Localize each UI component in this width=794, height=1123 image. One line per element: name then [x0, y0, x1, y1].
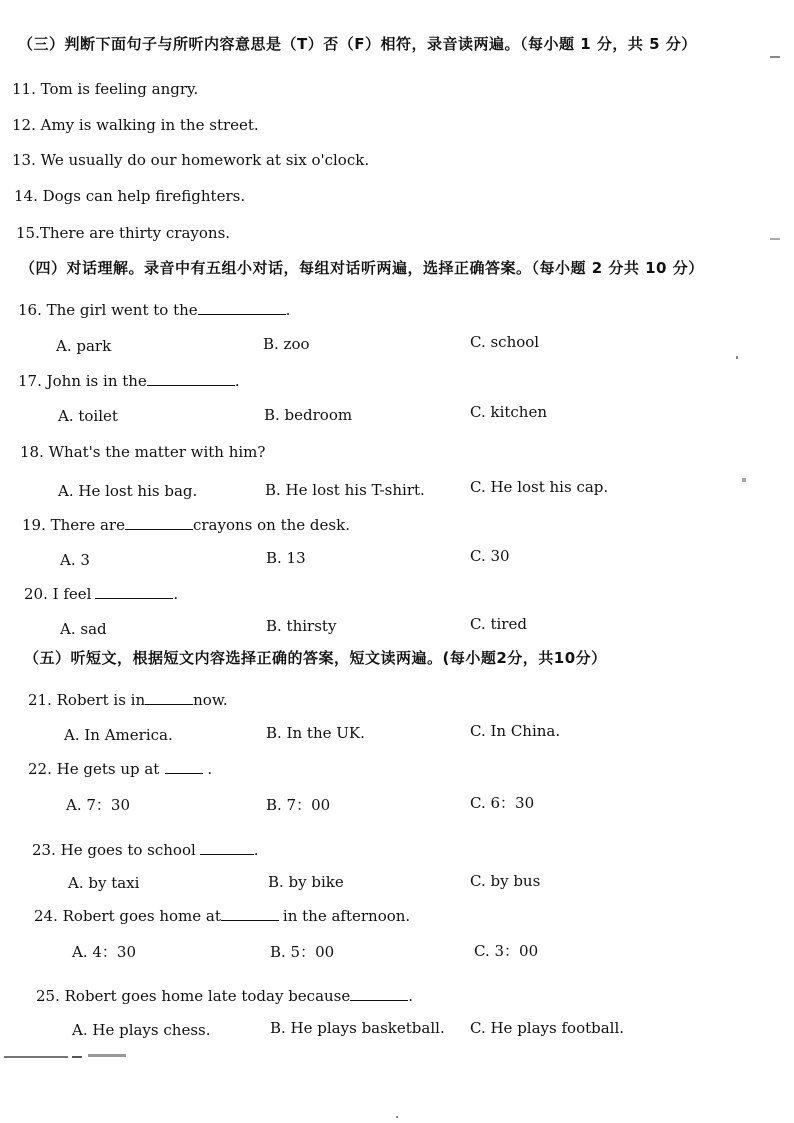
question-23-end: .: [253, 841, 259, 859]
scan-artifact: [4, 1056, 68, 1058]
question-17-text: 17. John is in the: [18, 372, 147, 390]
scan-artifact: [736, 356, 738, 359]
question-21-option-b: B. In the UK.: [266, 724, 365, 742]
question-20: [24, 584, 178, 604]
answer-blank[interactable]: [165, 759, 203, 774]
question-19-end: crayons on the desk.: [192, 516, 350, 534]
answer-blank[interactable]: [198, 300, 286, 315]
question-23-option-c: C. by bus: [470, 872, 541, 890]
question-18: 18. What's the matter with him?: [20, 443, 266, 461]
question-22-option-a: A. 7：30: [66, 796, 130, 814]
answer-blank[interactable]: [200, 840, 254, 855]
question-25-option-b: B. He plays basketball.: [270, 1019, 445, 1037]
answer-blank[interactable]: [145, 690, 193, 705]
section-3-heading: （三）判断下面句子与所听内容意思是（T）否（F）相符，录音读两遍。（每小题 1 分，共 5 分）: [18, 35, 697, 53]
question-16-option-a: A. park: [56, 337, 112, 355]
question-24-option-b: B. 5：00: [270, 943, 335, 961]
question-17-end: .: [234, 372, 240, 390]
question-18-option-b: B. He lost his T-shirt.: [265, 481, 425, 499]
question-24-option-a: A. 4：30: [72, 943, 136, 961]
question-12: 12. Amy is walking in the street.: [12, 116, 259, 134]
question-19: [22, 515, 350, 535]
answer-blank[interactable]: [95, 584, 173, 599]
question-22-end: .: [207, 760, 213, 778]
question-23-option-a: A. by taxi: [68, 874, 140, 892]
question-14: 14. Dogs can help firefighters.: [14, 187, 246, 205]
question-17-option-a: A. toilet: [58, 407, 118, 425]
question-19-option-c: C. 30: [470, 547, 510, 565]
question-17-option-b: B. bedroom: [264, 406, 353, 424]
question-25-end: .: [408, 987, 414, 1005]
question-21: [28, 690, 228, 710]
section-4-heading: （四）对话理解。录音中有五组小对话，每组对话听两遍，选择正确答案。（每小题 2 分共 10 分）: [20, 259, 704, 277]
scan-artifact: [770, 238, 780, 240]
answer-blank[interactable]: [125, 515, 193, 530]
scan-artifact: [396, 1116, 398, 1118]
question-20-end: .: [173, 585, 179, 603]
question-21-option-a: A. In America.: [64, 726, 173, 744]
scan-artifact: [742, 478, 746, 482]
question-23-option-b: B. by bike: [268, 873, 344, 891]
question-21-text: 21. Robert is in: [28, 691, 146, 709]
question-22-option-b: B. 7：00: [266, 796, 331, 814]
question-25-option-c: C. He plays football.: [470, 1019, 625, 1037]
question-19-text: 19. There are: [22, 516, 125, 534]
question-20-option-a: A. sad: [60, 620, 107, 638]
answer-blank[interactable]: [221, 906, 279, 921]
question-18-option-c: C. He lost his cap.: [470, 478, 609, 496]
question-17: [18, 371, 240, 391]
scan-artifact: [770, 56, 780, 58]
question-17-option-c: C. kitchen: [470, 403, 547, 421]
question-16: [18, 300, 290, 320]
question-24-option-c: C. 3：00: [474, 942, 539, 960]
question-24-end: in the afternoon.: [282, 907, 411, 925]
question-25-option-a: A. He plays chess.: [72, 1021, 211, 1039]
question-25-text: 25. Robert goes home late today because: [36, 987, 351, 1005]
question-22-text: 22. He gets up at: [28, 760, 160, 778]
question-15: 15.There are thirty crayons.: [16, 224, 231, 242]
question-20-option-c: C. tired: [470, 615, 527, 633]
question-23: [32, 840, 259, 860]
question-23-text: 23. He goes to school: [32, 841, 196, 859]
question-16-end: .: [285, 301, 291, 319]
question-24: [34, 906, 410, 926]
question-20-option-b: B. thirsty: [266, 617, 337, 635]
question-21-option-c: C. In China.: [470, 722, 561, 740]
answer-blank[interactable]: [147, 371, 235, 386]
answer-blank[interactable]: [350, 986, 408, 1001]
question-19-option-b: B. 13: [266, 549, 306, 567]
question-22-option-c: C. 6：30: [470, 794, 535, 812]
question-19-option-a: A. 3: [60, 551, 90, 569]
scan-artifact: [72, 1056, 82, 1058]
question-22: [28, 759, 212, 779]
section-5-heading: （五）听短文，根据短文内容选择正确的答案，短文读两遍。(每小题2分，共10分）: [24, 649, 607, 667]
question-18-option-a: A. He lost his bag.: [58, 482, 198, 500]
question-16-text: 16. The girl went to the: [18, 301, 198, 319]
scan-artifact: [88, 1054, 126, 1057]
question-21-end: now.: [193, 691, 228, 709]
question-25: [36, 986, 413, 1006]
question-11: 11. Tom is feeling angry.: [12, 80, 199, 98]
question-20-text: 20. I feel: [24, 585, 92, 603]
question-13: 13. We usually do our homework at six o'clock.: [12, 151, 370, 169]
question-16-option-b: B. zoo: [263, 335, 310, 353]
question-24-text: 24. Robert goes home at: [34, 907, 221, 925]
question-16-option-c: C. school: [470, 333, 540, 351]
